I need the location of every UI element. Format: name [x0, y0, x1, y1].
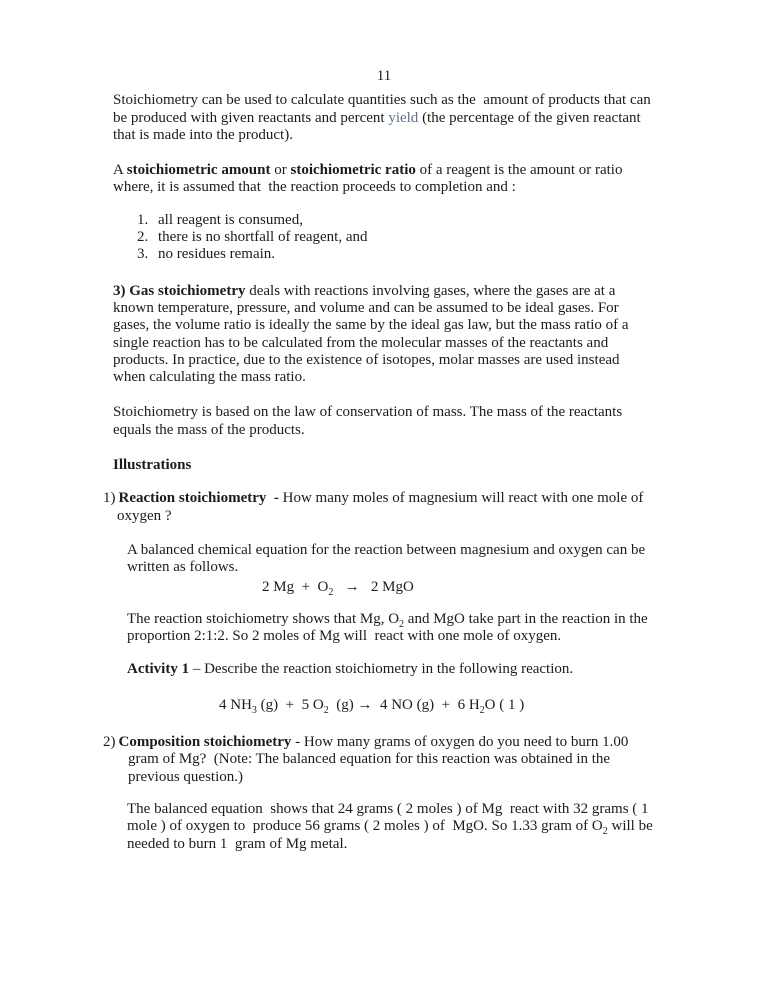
yield-link[interactable]: yield	[388, 109, 419, 126]
item-marker: 2)	[103, 734, 116, 751]
text-segment: A	[113, 162, 127, 179]
list-item-text: there is no shortfall of reagent, and	[158, 229, 368, 246]
text-segment: Reaction stoichiometry -	[118, 490, 279, 507]
list-item-text: all reagent is consumed,	[158, 211, 303, 228]
list-item	[137, 229, 655, 246]
text-segment: (the percentage of the given reactant that is made into the product).	[113, 109, 641, 143]
paragraph-balanced-equation: A balanced chemical equation for the reaction between magnesium and oxygen can be written as follows.	[127, 541, 646, 576]
paragraph-conservation-of-mass: Stoichiometry is based on the law of conservation of mass. The mass of the reactants equals the mass of the products.	[113, 404, 623, 438]
text-segment: 2	[399, 618, 405, 630]
illustration-item-1	[103, 490, 655, 525]
paragraph-reaction-proportion	[127, 611, 655, 646]
item-text	[117, 490, 643, 523]
text-segment: 2	[328, 586, 334, 598]
page-number: 11	[376, 68, 392, 84]
item-text	[119, 734, 629, 785]
illustrations-heading: Illustrations	[113, 457, 192, 474]
text-segment: 2	[323, 704, 329, 716]
text-segment: 3	[251, 704, 257, 716]
text-segment: The reaction stoichiometry shows that Mg, O	[127, 610, 400, 627]
text-segment: → 2 MgO	[333, 578, 414, 595]
paragraph-grams-calculation	[127, 801, 655, 853]
text-segment: (g) → 4 NO (g) + 6 H	[328, 696, 480, 713]
text-segment: of a reagent is the amount or ratio where, it is assumed that the reaction proceeds to completion and :	[113, 162, 623, 196]
text-segment: - How many grams of oxygen do you need to burn 1.00 gram of Mg? (Note: The balanced equation for this reaction was obtained in the previous question.)	[128, 734, 629, 785]
paragraph-gas-stoichiometry	[113, 283, 655, 387]
text-segment: will be needed to burn 1 gram of Mg metal.	[127, 818, 653, 852]
text-segment: stoichiometric ratio	[290, 162, 416, 179]
text-segment: – Describe the reaction stoichiometry in the following reaction.	[189, 661, 574, 678]
text-segment: (g) + 5 O	[256, 696, 324, 713]
text-segment: O ( 1 )	[484, 696, 525, 713]
illustration-1-body	[127, 542, 655, 714]
text-segment: How many moles of magnesium will react with one mole of oxygen ?	[117, 490, 644, 524]
illustration-2-body	[127, 801, 655, 853]
list-item	[137, 212, 655, 229]
text-segment: stoichiometric amount	[126, 162, 271, 179]
text-segment: or	[270, 162, 291, 179]
illustration-item-2	[103, 734, 655, 786]
chemical-equation-ammonia-oxygen	[219, 697, 655, 714]
text-segment: 2	[479, 704, 485, 716]
text-segment: Stoichiometry can be used to calculate quantities such as the amount of products that can be produced with given reactants and percent	[113, 92, 651, 126]
paragraph-intro	[113, 92, 655, 144]
text-segment: 3) Gas stoichiometry	[113, 282, 246, 299]
text-segment: and MgO take part in the reaction in the proportion 2:1:2. So 2 moles of Mg will react with one mole of oxygen.	[127, 610, 648, 645]
list-item-number: 3.	[137, 246, 149, 263]
activity-1-prompt	[127, 661, 655, 678]
text-segment: 2	[602, 826, 608, 838]
text-segment: 4 NH	[219, 696, 252, 713]
paragraph-stoichiometric-ratio	[113, 162, 655, 197]
list-item-text: no residues remain.	[158, 246, 276, 263]
chemical-equation-mg-oxygen	[262, 579, 655, 596]
text-segment: 2 Mg + O	[262, 578, 329, 595]
list-item	[137, 246, 655, 263]
text-segment: Composition stoichiometry	[118, 734, 292, 751]
list-item-number: 2.	[137, 229, 149, 246]
item-marker: 1)	[103, 490, 116, 507]
text-segment: deals with reactions involving gases, where the gases are at a known temperature, pressure, and volume and can be assumed to be ideal gases. For gases, the volume ratio is ideally the same by the ideal gas law, but the mass ratio of a single reaction has to be calculated from the molecular masses of the reactants and products. In practice, due to the existence of isotopes, molar masses are used instead when calculating the mass ratio.	[113, 282, 629, 386]
text-segment: Activity 1	[127, 661, 190, 678]
text-segment: The balanced equation shows that 24 grams ( 2 moles ) of Mg react with 32 grams ( 1 mole ) of oxygen to produce 56 grams ( 2 moles ) of MgO. So 1.33 gram of O	[127, 800, 649, 835]
list-item-number: 1.	[137, 211, 149, 228]
assumptions-list	[137, 212, 655, 264]
